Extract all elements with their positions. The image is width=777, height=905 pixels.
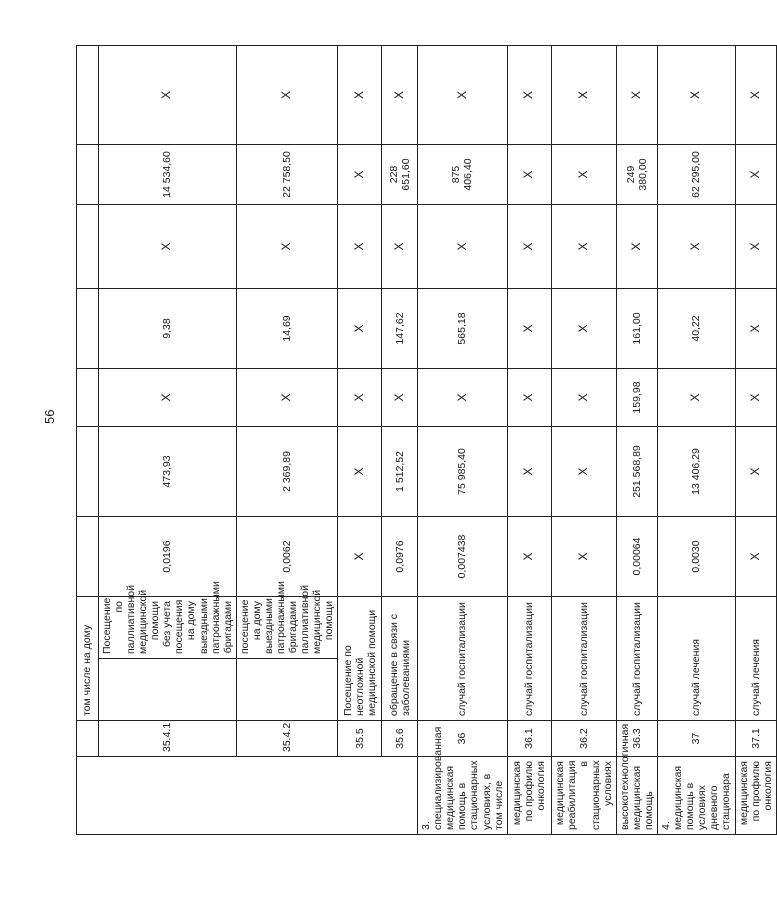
unit-cell: случай лечения — [658, 597, 735, 721]
table-row — [382, 46, 418, 835]
value-cell: X — [338, 369, 382, 427]
value-cell: X — [236, 369, 338, 427]
value-cell: X — [507, 289, 551, 369]
value-cell: 251 568,89 — [616, 427, 657, 517]
value-cell — [77, 145, 99, 205]
value-cell: 62 295,00 — [658, 145, 735, 205]
value-cell: X — [99, 205, 237, 289]
code-cell: 36 — [418, 721, 507, 757]
value-cell: X — [735, 289, 776, 369]
code-cell: 37.1 — [735, 721, 776, 757]
value-cell: 0,0196 — [99, 517, 237, 597]
name-cell: медицинская по профилю онкология — [507, 757, 551, 835]
unit-cell — [99, 659, 237, 721]
value-cell: X — [658, 369, 735, 427]
value-cell: X — [418, 46, 507, 145]
value-cell: 14,69 — [236, 289, 338, 369]
value-cell: 565,18 — [418, 289, 507, 369]
value-cell: X — [507, 427, 551, 517]
value-cell: 249 380,00 — [616, 145, 657, 205]
value-cell: X — [551, 369, 616, 427]
code-cell: 36.2 — [551, 721, 616, 757]
value-cell: X — [658, 205, 735, 289]
unit-cell: случай госпитализации — [418, 597, 507, 721]
table-row — [735, 46, 776, 835]
value-cell: 13 406,29 — [658, 427, 735, 517]
code-cell: 35.4.1 — [99, 721, 237, 757]
value-cell: X — [551, 145, 616, 205]
value-cell: X — [507, 517, 551, 597]
value-cell: 875 406,40 — [418, 145, 507, 205]
value-cell: X — [338, 205, 382, 289]
subunit-cell: Посещение по паллиативной медицинской помощи без учета посещения на дому выездными патронажными бригадами — [99, 597, 237, 659]
rotated-table-stage — [76, 45, 774, 835]
value-cell: X — [507, 145, 551, 205]
value-cell: X — [99, 369, 237, 427]
table-row — [338, 46, 382, 835]
value-cell: X — [382, 369, 418, 427]
value-cell: X — [735, 427, 776, 517]
value-cell: X — [735, 205, 776, 289]
value-cell: X — [507, 369, 551, 427]
value-cell: 0,007438 — [418, 517, 507, 597]
value-cell: X — [616, 46, 657, 145]
value-cell: X — [507, 46, 551, 145]
value-cell — [77, 517, 99, 597]
value-cell: X — [507, 205, 551, 289]
value-cell: X — [236, 205, 338, 289]
name-cell — [77, 757, 99, 835]
unit-cell: случай госпитализации — [507, 597, 551, 721]
value-cell: X — [382, 46, 418, 145]
value-cell: X — [551, 289, 616, 369]
value-cell: 228 651,60 — [382, 145, 418, 205]
table-row — [658, 46, 735, 835]
subunit-cell: посещение на дому выездными патронажными бригадами паллиативной медицинской помощи — [236, 597, 338, 659]
code-cell — [77, 721, 99, 757]
value-cell: 0,0062 — [236, 517, 338, 597]
value-cell: X — [338, 289, 382, 369]
value-cell: 9,38 — [99, 289, 237, 369]
name-cell — [236, 757, 338, 835]
value-cell: 75 985,40 — [418, 427, 507, 517]
name-cell — [382, 757, 418, 835]
name-cell: медицинская реабилитация в стационарных условиях — [551, 757, 616, 835]
value-cell: 147,62 — [382, 289, 418, 369]
value-cell: X — [616, 205, 657, 289]
value-cell: X — [735, 46, 776, 145]
code-cell: 36.1 — [507, 721, 551, 757]
value-cell: X — [382, 205, 418, 289]
value-cell: X — [551, 517, 616, 597]
table-row — [551, 46, 616, 835]
unit-cell: случай госпитализации — [616, 597, 657, 721]
value-cell: X — [338, 46, 382, 145]
value-cell: X — [735, 145, 776, 205]
value-cell — [77, 369, 99, 427]
value-cell — [77, 427, 99, 517]
name-cell — [338, 757, 382, 835]
value-cell: X — [338, 427, 382, 517]
unit-cell: случай лечения — [735, 597, 776, 721]
code-cell: 35.6 — [382, 721, 418, 757]
value-cell: 0,0976 — [382, 517, 418, 597]
code-cell: 36.3 — [616, 721, 657, 757]
page-number: 56 — [42, 409, 57, 424]
unit-cell: случай госпитализации — [551, 597, 616, 721]
unit-cell: Посещение по неотложной медицинской помощи — [338, 597, 382, 721]
value-cell: 159,98 — [616, 369, 657, 427]
table-row — [616, 46, 657, 835]
value-cell: X — [658, 46, 735, 145]
value-cell: 2 369,89 — [236, 427, 338, 517]
value-cell: 14 534,60 — [99, 145, 237, 205]
value-cell: X — [735, 369, 776, 427]
unit-cell: обращение в связи с заболеваниями — [382, 597, 418, 721]
value-cell — [77, 289, 99, 369]
value-cell: X — [551, 46, 616, 145]
table-row — [77, 46, 99, 835]
value-cell: X — [551, 427, 616, 517]
unit-cell — [236, 659, 338, 721]
table-row — [99, 46, 237, 835]
code-cell: 35.5 — [338, 721, 382, 757]
value-cell: 22 758,50 — [236, 145, 338, 205]
table-row — [418, 46, 507, 835]
unit-cell: том числе на дому — [77, 597, 99, 721]
value-cell: 473,93 — [99, 427, 237, 517]
value-cell: X — [236, 46, 338, 145]
value-cell: X — [338, 517, 382, 597]
name-cell: высокотехнологичная медицинская помощь — [616, 757, 657, 835]
code-cell: 37 — [658, 721, 735, 757]
value-cell: X — [338, 145, 382, 205]
table-row — [236, 46, 338, 835]
value-cell: X — [735, 517, 776, 597]
table-row — [507, 46, 551, 835]
name-cell: медицинская по профилю онкология — [735, 757, 776, 835]
value-cell: X — [551, 205, 616, 289]
value-cell: 0,00064 — [616, 517, 657, 597]
name-cell: 3. специализированная медицинская помощь в стационарных условиях, в том числе — [418, 757, 507, 835]
name-cell — [99, 757, 237, 835]
tariff-table — [76, 45, 777, 835]
value-cell — [77, 205, 99, 289]
value-cell — [77, 46, 99, 145]
value-cell: X — [418, 369, 507, 427]
value-cell: X — [418, 205, 507, 289]
value-cell: 0,0030 — [658, 517, 735, 597]
value-cell: X — [99, 46, 237, 145]
value-cell: 161,00 — [616, 289, 657, 369]
value-cell: 1 512,52 — [382, 427, 418, 517]
name-cell: 4. медицинская помощь в условиях дневного стационара — [658, 757, 735, 835]
value-cell: 40,22 — [658, 289, 735, 369]
code-cell: 35.4.2 — [236, 721, 338, 757]
